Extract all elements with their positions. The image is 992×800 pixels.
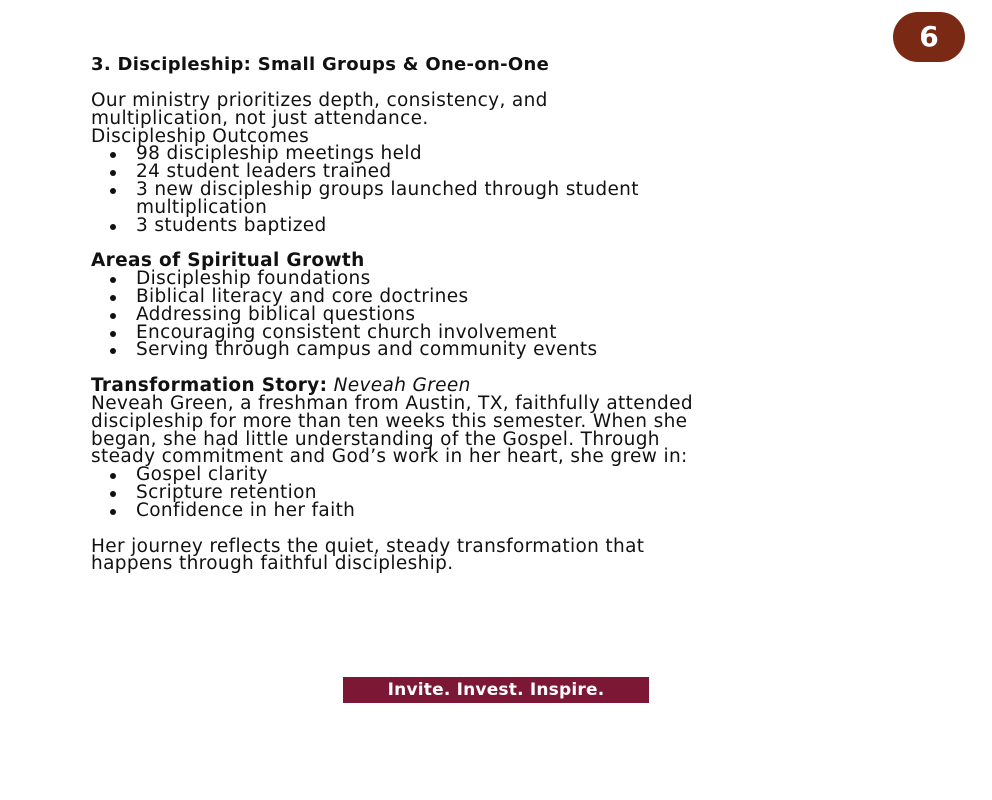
story-line-4: steady commitment and God’s work in her heart, she grew in: bbox=[91, 446, 688, 468]
list-item-text: Discipleship foundations bbox=[136, 268, 371, 290]
bullet-icon bbox=[110, 491, 116, 497]
list-item bbox=[91, 341, 921, 359]
closing-line-1: Her journey reflects the quiet, steady transformation that bbox=[91, 535, 645, 557]
outcomes-list bbox=[91, 145, 921, 234]
list-item-text: Biblical literacy and core doctrines bbox=[136, 285, 469, 307]
story-line-3: began, she had little understanding of the Gospel. Through bbox=[91, 428, 660, 450]
list-item bbox=[91, 499, 921, 521]
list-item-text: Gospel clarity bbox=[136, 464, 268, 486]
list-item-text: 98 discipleship meetings held bbox=[136, 143, 422, 165]
bullet-icon bbox=[110, 331, 116, 337]
bullet-icon bbox=[110, 313, 116, 319]
section-title: 3. Discipleship: Small Groups & One-on-One bbox=[91, 54, 550, 75]
list-item bbox=[91, 214, 921, 236]
bullet-icon bbox=[110, 473, 116, 479]
outcomes-heading: Discipleship Outcomes bbox=[91, 125, 310, 147]
story-line-1: Neveah Green, a freshman from Austin, TX, faithfully attended bbox=[91, 392, 693, 414]
list-item-text: 3 students baptized bbox=[136, 214, 327, 236]
growth-list bbox=[91, 270, 921, 359]
story-line-2: discipleship for more than ten weeks this semester. When she bbox=[91, 410, 688, 432]
intro-line-2: multiplication, not just attendance. bbox=[91, 107, 429, 129]
bullet-icon bbox=[110, 188, 116, 194]
list-item bbox=[91, 178, 921, 218]
list-item-text: Addressing biblical questions bbox=[136, 303, 416, 325]
list-item-text: Serving through campus and community events bbox=[136, 339, 598, 361]
tagline-banner: Invite. Invest. Inspire. bbox=[343, 677, 649, 703]
page-number-badge: 6 bbox=[893, 12, 965, 62]
bullet-icon bbox=[110, 224, 116, 230]
story-name: Neveah Green bbox=[333, 375, 471, 397]
list-item-text: 24 student leaders trained bbox=[136, 161, 392, 183]
list-item-text: Scripture retention bbox=[136, 481, 317, 503]
story-growth-list bbox=[91, 466, 921, 519]
intro-line-1: Our ministry prioritizes depth, consistency, and bbox=[91, 90, 548, 111]
bullet-icon bbox=[110, 277, 116, 283]
list-item-text: 3 new discipleship groups launched through student bbox=[136, 178, 639, 200]
list-item-text: Encouraging consistent church involvement bbox=[136, 321, 557, 343]
bullet-icon bbox=[110, 509, 116, 515]
list-item-continuation: multiplication bbox=[136, 196, 268, 218]
growth-heading: Areas of Spiritual Growth bbox=[91, 250, 365, 272]
story-heading-label: Transformation Story: bbox=[91, 375, 328, 397]
bullet-icon bbox=[110, 348, 116, 354]
bullet-icon bbox=[110, 295, 116, 301]
bullet-icon bbox=[110, 152, 116, 158]
list-item-text: Confidence in her faith bbox=[136, 499, 356, 521]
closing-line-2: happens through faithful discipleship. bbox=[91, 553, 454, 575]
bullet-icon bbox=[110, 170, 116, 176]
page-content bbox=[91, 54, 921, 573]
